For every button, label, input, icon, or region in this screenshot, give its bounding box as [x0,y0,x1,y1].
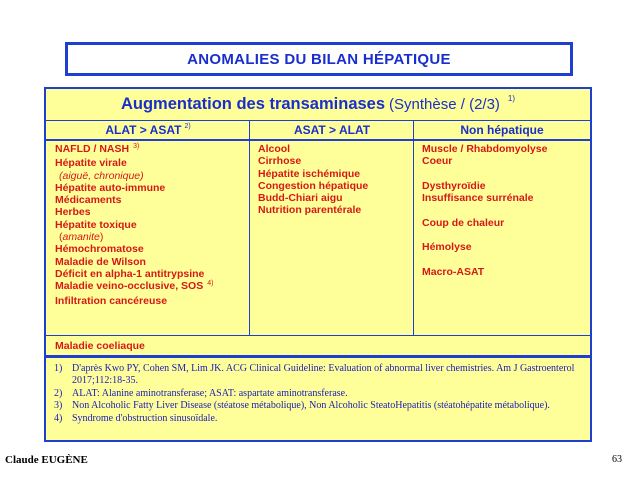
item-hepatite-ischemique: Hépatite ischémique [258,167,361,180]
footnote-1-text: D'après Kwo PY, Cohen SM, Lim JK. ACG Clinical Guideline: Evaluation of abnormal liver chemistries. Am J Gastroenterol 2017;112:18-35. [72,363,575,387]
footnote-3 [54,400,582,412]
item-congestion: Congestion hépatique [258,179,369,192]
item-alpha1: Déficit en alpha-1 antitrypsine [55,267,205,280]
item-amanite-open: ( [59,231,63,244]
column-non-hepatique [422,143,547,278]
item-nafld [55,143,213,157]
item-maladie-coeliaque: Maladie coeliaque [46,335,590,355]
column-alat-gt-asat [55,143,213,307]
spacer [422,229,547,241]
item-macro-asat: Macro-ASAT [422,265,485,278]
table-title-footnote: 1) [507,94,516,103]
item-hepatite-toxique: Hépatite toxique [55,218,137,231]
footnote-4-text: Syndrome d'obstruction sinusoïdale. [72,412,218,424]
slide-title: ANOMALIES DU BILAN HÉPATIQUE [187,50,451,68]
table-header-row [46,121,590,141]
header-non-hepatique [414,121,590,139]
table-title-main: Augmentation des transaminases [120,95,386,113]
footnote-4 [54,413,582,425]
page-number: 63 [612,454,622,465]
item-wilson: Maladie de Wilson [55,255,146,268]
column-asat-gt-alat [258,143,368,217]
item-budd-chiari: Budd-Chiari aigu [258,192,343,205]
item-aigue-text: aiguë, chronique [62,169,141,182]
header-alat-gt-asat [46,121,250,139]
item-sos-label: Maladie veino-occlusive, SOS [55,280,204,293]
item-aigue-chronique [55,170,213,182]
author-name: Claude EUGÈNE [5,454,88,466]
item-hemochromatose: Hémochromatose [55,243,144,256]
item-herbes: Herbes [55,206,91,219]
spacer [422,204,547,216]
slide-title-box [65,42,573,76]
column-divider-2 [413,121,414,335]
table-title [46,89,590,121]
item-amanite-close: ) [99,231,104,244]
item-medicaments: Médicaments [55,194,122,207]
item-dysthyroidie: Dysthyroïdie [422,179,486,192]
item-amanite-text: amanite [62,231,100,244]
item-aigue-close: ) [140,169,144,182]
footnote-1 [54,363,582,388]
item-surrenale: Insuffisance surrénale [422,192,534,205]
item-aigue-open: ( [59,169,63,182]
item-infiltration: Infiltration cancéreuse [55,294,168,307]
header-asat-gt-alat [250,121,414,139]
footnote-2-text: ALAT: Alanine aminotransferase; ASAT: aspartate aminotransferase. [72,387,348,399]
footnote-2-number: 2) [54,387,63,399]
spacer [422,168,547,180]
footnote-1-number: 1) [54,363,63,374]
transaminases-table [44,87,592,357]
header-alat-gt-asat-label: ALAT > ASAT [105,123,182,137]
header-alat-gt-asat-footnote: 2) [184,122,191,130]
table-title-sub: (Synthèse / (2/3) [389,96,500,113]
item-nafld-footnote: 3) [133,143,140,150]
item-sos [55,280,213,294]
item-muscle: Muscle / Rhabdomyolyse [422,143,548,155]
footnote-3-text: Non Alcoholic Fatty Liver Disease (stéatose métabolique), Non Alcoholic SteatoHepatitis (stéatohépatite métabolique). [72,400,550,412]
item-hepatite-virale: Hépatite virale [55,157,127,170]
header-non-hepatique-label: Non hépatique [460,123,544,137]
item-sos-footnote: 4) [207,280,214,288]
footnote-4-number: 4) [54,412,63,424]
spacer [422,254,547,266]
column-divider-1 [249,121,250,335]
item-amanite [55,231,213,243]
item-hemolyse: Hémolyse [422,241,472,254]
item-coeur: Coeur [422,155,453,168]
footnotes-box [44,356,592,442]
item-nafld-label: NAFLD / NASH [55,143,130,155]
footnote-2 [54,388,582,400]
item-auto-immune: Hépatite auto-immune [55,181,166,194]
item-coup-de-chaleur: Coup de chaleur [422,216,505,229]
item-nutrition: Nutrition parentérale [258,204,362,217]
header-asat-gt-alat-label: ASAT > ALAT [293,123,371,137]
item-alcool: Alcool [258,143,291,155]
item-cirrhose: Cirrhose [258,155,302,168]
footnote-3-number: 3) [54,400,63,412]
